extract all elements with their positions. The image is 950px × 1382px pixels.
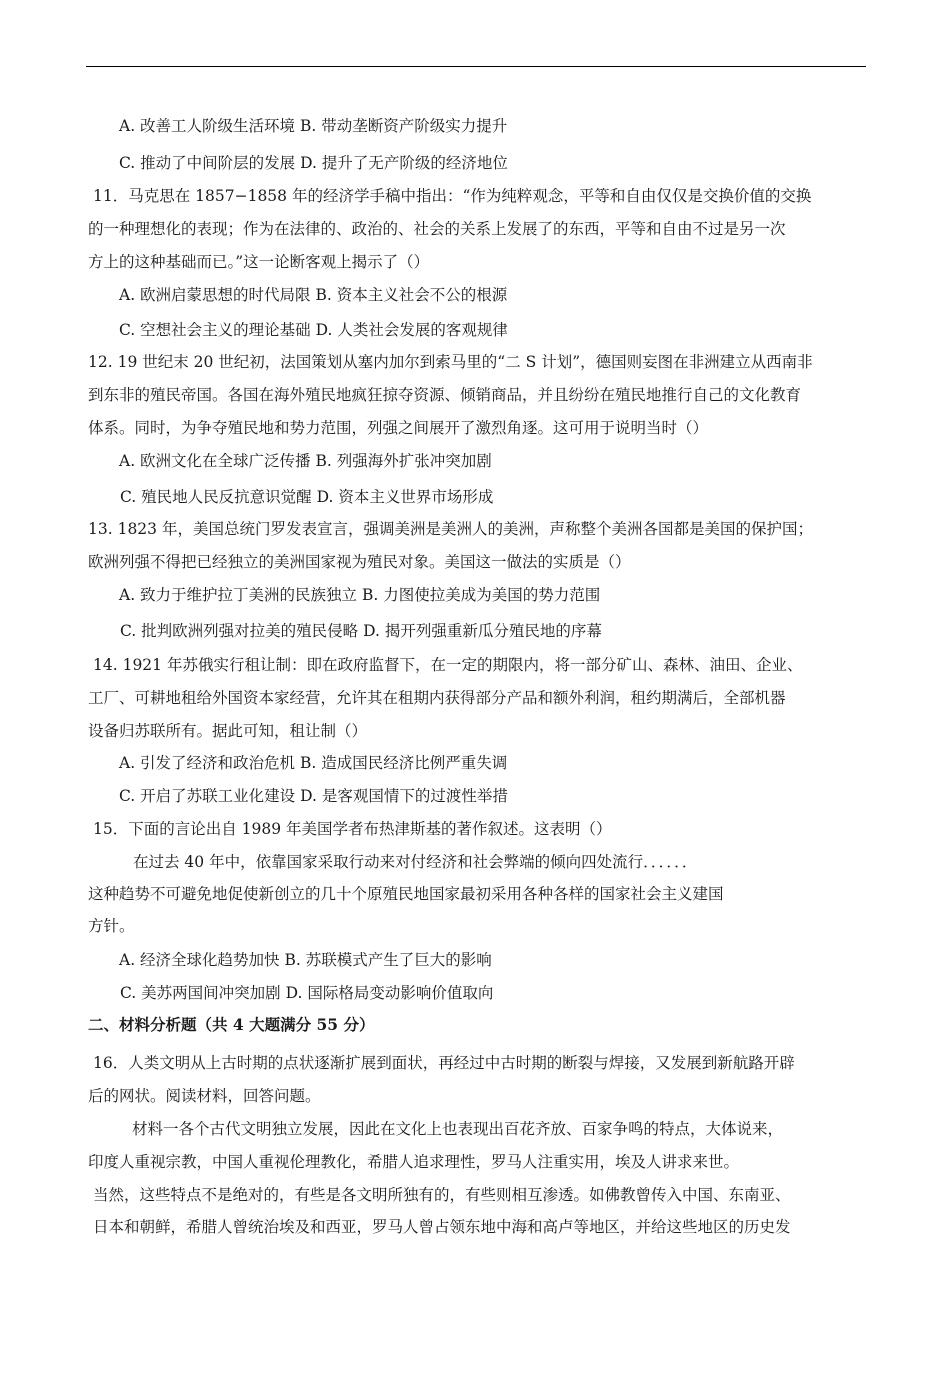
q11-options-ab: A. 欧洲启蒙思想的时代局限 B. 资本主义社会不公的根源 bbox=[119, 286, 508, 304]
q13-stem-line-2: 欧洲列强不得把已经独立的美洲国家视为殖民对象。美国这一做法的实质是（） bbox=[88, 553, 631, 571]
q13-stem-line-1: 13. 1823 年，美国总统门罗发表宣言，强调美洲是美洲人的美洲，声称整个美洲各国都是美国的保护国； bbox=[88, 520, 813, 538]
q15-options-ab: A. 经济全球化趋势加快 B. 苏联模式产生了巨大的影响 bbox=[119, 951, 492, 969]
q10-options-ab: A. 改善工人阶级生活环境 B. 带动垄断资产阶级实力提升 bbox=[119, 117, 508, 135]
q11-stem-line-2: 的一种理想化的表现；作为在法律的、政治的、社会的关系上发展了的东西，平等和自由不过是另一次 bbox=[88, 220, 786, 238]
q13-options-ab: A. 致力于维护拉丁美洲的民族独立 B. 力图使拉美成为美国的势力范围 bbox=[119, 586, 601, 604]
q14-options-ab: A. 引发了经济和政治危机 B. 造成国民经济比例严重失调 bbox=[119, 754, 508, 772]
q15-quote-line-3: 方针。 bbox=[88, 917, 135, 935]
q10-options-cd: C. 推动了中间阶层的发展 D. 提升了无产阶级的经济地位 bbox=[119, 154, 508, 172]
q14-stem-line-1: 14. 1921 年苏俄实行租让制：即在政府监督下，在一定的期限内，将一部分矿山、森林、油田、企业、 bbox=[93, 656, 803, 674]
q14-stem-line-3: 设备归苏联所有。据此可知，租让制（） bbox=[88, 722, 368, 740]
material-1-line-1: 材料一各个古代文明独立发展，因此在文化上也表现出百花齐放、百家争鸣的特点，大体说来， bbox=[132, 1120, 784, 1138]
q16-stem-line-1: 16．人类文明从上古时期的点状逐渐扩展到面状，再经过中古时期的断裂与焊接，又发展到新航路开辟 bbox=[93, 1054, 795, 1072]
material-1-line-2: 印度人重视宗教，中国人重视伦理教化，希腊人追求理性，罗马人注重实用，埃及人讲求来世。 bbox=[88, 1153, 740, 1171]
q15-quote-line-1: 在过去 40 年中，依靠国家采取行动来对付经济和社会弊端的倾向四处流行．．．．．． bbox=[133, 853, 698, 871]
q16-stem-line-2: 后的网状。阅读材料，回答问题。 bbox=[88, 1087, 321, 1105]
q13-options-cd: C. 批判欧洲列强对拉美的殖民侵略 D. 揭开列强重新瓜分殖民地的序幕 bbox=[120, 622, 602, 640]
q11-options-cd: C. 空想社会主义的理论基础 D. 人类社会发展的客观规律 bbox=[119, 321, 508, 339]
q12-options-ab: A. 欧洲文化在全球广泛传播 B. 列强海外扩张冲突加剧 bbox=[119, 452, 492, 470]
q15-options-cd: C. 美苏两国间冲突加剧 D. 国际格局变动影响价值取向 bbox=[120, 984, 494, 1002]
header-rule bbox=[86, 66, 866, 67]
q12-options-cd: C. 殖民地人民反抗意识觉醒 D. 资本主义世界市场形成 bbox=[120, 488, 494, 506]
q12-stem-line-1: 12. 19 世纪末 20 世纪初，法国策划从塞内加尔到索马里的“二 S 计划”，德国则妄图在非洲建立从西南非 bbox=[88, 353, 813, 371]
q12-stem-line-2: 到东非的殖民帝国。各国在海外殖民地疯狂掠夺资源、倾销商品，并且纷纷在殖民地推行自己的文化教育 bbox=[88, 386, 802, 404]
material-1-line-3: 当然，这些特点不是绝对的，有些是各文明所独有的，有些则相互渗透。如佛教曾传入中国、东南亚、 bbox=[93, 1186, 791, 1204]
q12-stem-line-3: 体系。同时，为争夺殖民地和势力范围，列强之间展开了激烈角逐。这可用于说明当时（） bbox=[88, 419, 709, 437]
q15-quote-line-2: 这种趋势不可避免地促使新创立的几十个原殖民地国家最初采用各种各样的国家社会主义建国 bbox=[88, 885, 724, 903]
q14-options-cd: C. 开启了苏联工业化建设 D. 是客观国情下的过渡性举措 bbox=[119, 787, 508, 805]
q11-stem-line-3: 方上的这种基础而已。”这一论断客观上揭示了（） bbox=[88, 253, 430, 271]
material-1-line-4: 日本和朝鲜，希腊人曾统治埃及和西亚，罗马人曾占领东地中海和高卢等地区，并给这些地区的历史发 bbox=[93, 1218, 791, 1236]
q15-stem: 15．下面的言论出自 1989 年美国学者布热津斯基的著作叙述。这表明（） bbox=[93, 820, 612, 838]
section-heading: 二、材料分析题（共 4 大题满分 55 分） bbox=[88, 1015, 375, 1034]
q11-stem-line-1: 11．马克思在 1857−1858 年的经济学手稿中指出：“作为纯粹观念，平等和自由仅仅是交换价值的交换 bbox=[93, 187, 812, 205]
q14-stem-line-2: 工厂、可耕地租给外国资本家经营，允许其在租期内获得部分产品和额外利润，租约期满后，全部机器 bbox=[88, 689, 786, 707]
